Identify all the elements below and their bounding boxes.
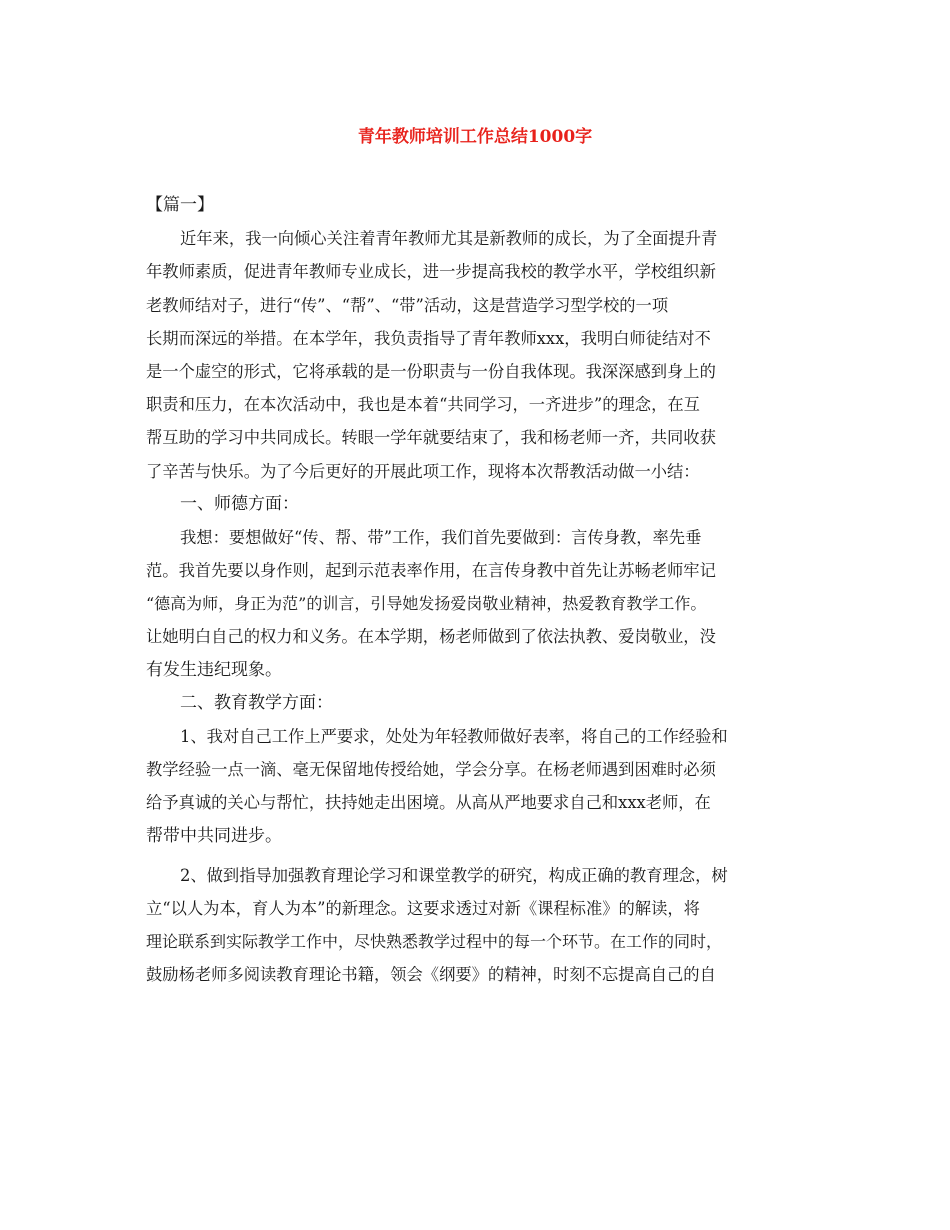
- paragraph-line: 帮带中共同进步。: [146, 825, 282, 846]
- paragraph-line: 1、我对自己工作上严要求，处处为年轻教师做好表率，将自己的工作经验和: [180, 727, 728, 746]
- paragraph-line: “德高为师，身正为范”的训言，引导她发扬爱岗敬业精神，热爱教育教学工作。: [146, 594, 707, 614]
- section-heading: 一、师德方面：: [180, 493, 299, 514]
- paragraph-line: 理论联系到实际教学工作中，尽快熟悉教学过程中的每一个环节。在工作的同时，: [146, 932, 723, 952]
- paragraph-line: 年教师素质，促进青年教师专业成长，进一步提高我校的教学水平，学校组织新: [146, 262, 716, 282]
- paragraph-line: 了辛苦与快乐。为了今后更好的开展此项工作，现将本次帮教活动做一小结：: [146, 461, 700, 481]
- paragraph-line: 是一个虚空的形式，它将承载的是一份职责与一份自我体现。我深深感到身上的: [146, 361, 716, 381]
- paragraph-line: 教学经验一点一滴、毫无保留地传授给她，学会分享。在杨老师遇到困难时必须: [146, 760, 716, 780]
- paragraph-line: 让她明白自己的权力和义务。在本学期，杨老师做到了依法执教、爱岗敬业，没: [146, 627, 716, 647]
- paragraph-line: 近年来，我一向倾心关注着青年教师尤其是新教师的成长，为了全面提升青: [180, 229, 718, 249]
- paragraph-line: 给予真诚的关心与帮忙，扶持她走出困境。从高从严地要求自己和xxx老师，在: [146, 793, 711, 813]
- paragraph-line: 范。我首先要以身作则，起到示范表率作用，在言传身教中首先让苏畅老师牢记: [146, 561, 716, 581]
- paragraph-line: 立“以人为本，育人为本”的新理念。这要求透过对新《课程标准》的解读，将: [146, 898, 700, 918]
- paragraph-line: 有发生违纪现象。: [146, 659, 282, 680]
- paragraph-line: 职责和压力，在本次活动中，我也是本着“共同学习，一齐进步”的理念，在互: [146, 395, 700, 415]
- paragraph-line: 长期而深远的举措。在本学年，我负责指导了青年教师xxx，我明白师徒结对不: [146, 328, 711, 348]
- section-heading: 二、教育教学方面：: [180, 692, 333, 713]
- paragraph-line: 2、做到指导加强教育理论学习和课堂教学的研究，构成正确的教育理念，树: [180, 865, 728, 885]
- document-title: 青年教师培训工作总结1000字: [357, 127, 593, 147]
- paragraph-line: 鼓励杨老师多阅读教育理论书籍，领会《纲要》的精神，时刻不忘提高自己的自: [146, 965, 716, 985]
- paragraph-line: 帮互助的学习中共同成长。转眼一学年就要结束了，我和杨老师一齐，共同收获: [146, 428, 716, 448]
- document-body: [146, 189, 810, 992]
- paragraph-line: 老教师结对子，进行“传”、“帮”、“带”活动，这是营造学习型学校的一项: [146, 295, 669, 315]
- section-label: 【篇一】: [146, 195, 214, 215]
- paragraph-line: 我想：要想做好“传、帮、带”工作，我们首先要做到：言传身教，率先垂: [180, 527, 702, 547]
